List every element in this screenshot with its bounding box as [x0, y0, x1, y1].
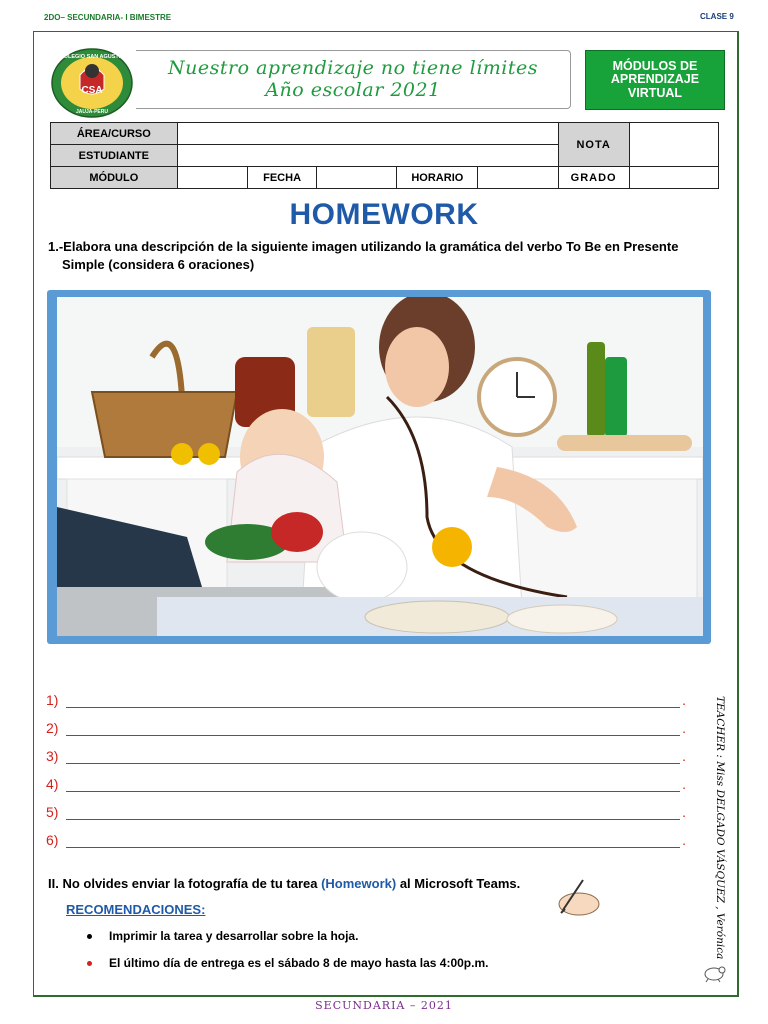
- logo-monogram: CSA: [81, 85, 103, 96]
- question-1: [48, 238, 708, 274]
- logo-bottom-text: JAUJA-PERU: [76, 109, 108, 115]
- recommendation-text: El último día de entrega es el sábado 8 de mayo hasta las 4:00p.m.: [109, 956, 489, 970]
- answer-line[interactable]: [46, 820, 686, 848]
- motto-line-1: Nuestro aprendizaje no tiene límites: [168, 57, 538, 79]
- answer-blank[interactable]: [66, 721, 680, 736]
- module-field[interactable]: [177, 167, 248, 189]
- answer-line[interactable]: [46, 736, 686, 764]
- question-2-suffix: al Microsoft Teams.: [396, 876, 521, 891]
- school-motto-box: [136, 50, 571, 109]
- school-logo: [50, 47, 134, 119]
- answer-blank[interactable]: [66, 693, 680, 708]
- recommendations-title: RECOMENDACIONES:: [66, 902, 206, 917]
- area-label: ÁREA/CURSO: [51, 123, 178, 145]
- mother-with-baby-kitchen-photo: [57, 297, 703, 636]
- homework-title: HOMEWORK: [289, 198, 479, 231]
- modules-line-2: APRENDIZAJE: [610, 72, 700, 87]
- answer-line-number: 4): [46, 776, 59, 792]
- schedule-field[interactable]: [478, 167, 558, 189]
- modules-line-3: VIRTUAL: [627, 85, 683, 100]
- line-end: .: [682, 720, 686, 736]
- module-label: MÓDULO: [51, 167, 178, 189]
- answer-line-number: 3): [46, 748, 59, 764]
- answer-blank[interactable]: [66, 833, 680, 848]
- question-2-prefix: II. No olvides enviar la fotografía de tu tarea: [48, 876, 322, 891]
- turtle-icon: [702, 961, 726, 983]
- line-end: .: [682, 804, 686, 820]
- answer-line-number: 2): [46, 720, 59, 736]
- grade-field[interactable]: [629, 167, 718, 189]
- answer-blank[interactable]: [66, 777, 680, 792]
- grade-label: GRADO: [558, 167, 629, 189]
- answer-line[interactable]: [46, 708, 686, 736]
- teacher-name-text: TEACHER : Miss DELGADO VÁSQUEZ , Verónica: [714, 696, 726, 960]
- area-field[interactable]: [177, 123, 558, 145]
- page-footer: SECUNDARIA – 2021: [315, 999, 453, 1012]
- student-field[interactable]: [177, 145, 558, 167]
- bullet-dot: [87, 934, 92, 939]
- line-end: .: [682, 692, 686, 708]
- bullet-dot: [87, 961, 92, 966]
- grade-note-label: NOTA: [558, 123, 629, 167]
- schedule-label: HORARIO: [397, 167, 478, 189]
- answer-line[interactable]: [46, 680, 686, 708]
- recommendation-text: Imprimir la tarea y desarrollar sobre la hoja.: [109, 929, 359, 943]
- grade-level-text: 2DO– SECUNDARIA- I BIMESTRE: [44, 13, 172, 22]
- virtual-modules-badge: [585, 50, 725, 110]
- answer-blank[interactable]: [66, 805, 680, 820]
- class-number-label: CLASE 9: [700, 12, 734, 21]
- answer-line[interactable]: [46, 792, 686, 820]
- question-2: [48, 876, 520, 891]
- recommendation-item: [87, 956, 488, 970]
- line-end: .: [682, 748, 686, 764]
- student-label: ESTUDIANTE: [51, 145, 178, 167]
- date-label: FECHA: [248, 167, 317, 189]
- student-info-table: [50, 122, 719, 189]
- question-2-highlight: (Homework): [321, 876, 397, 891]
- logo-top-text: COLEGIO SAN AGUSTIN: [59, 54, 125, 60]
- answer-line-number: 1): [46, 692, 59, 708]
- teacher-name: [712, 696, 728, 960]
- grade-note-field[interactable]: [629, 123, 718, 167]
- answer-line-number: 6): [46, 832, 59, 848]
- answer-line-number: 5): [46, 804, 59, 820]
- answer-lines: [46, 680, 686, 848]
- date-field[interactable]: [316, 167, 396, 189]
- grade-level-label: [44, 13, 171, 22]
- motto-line-2: Año escolar 2021: [265, 79, 441, 101]
- answer-blank[interactable]: [66, 749, 680, 764]
- modules-line-1: MÓDULOS DE: [612, 58, 698, 73]
- line-end: .: [682, 832, 686, 848]
- answer-line[interactable]: [46, 764, 686, 792]
- question-1-text: 1.-Elabora una descripción de la siguiente imagen utilizando la gramática del verbo To Be en Presente Simple (considera 6 oraciones): [48, 239, 679, 272]
- writing-hand-icon: [553, 876, 601, 918]
- line-end: .: [682, 776, 686, 792]
- recommendation-item: [87, 929, 358, 943]
